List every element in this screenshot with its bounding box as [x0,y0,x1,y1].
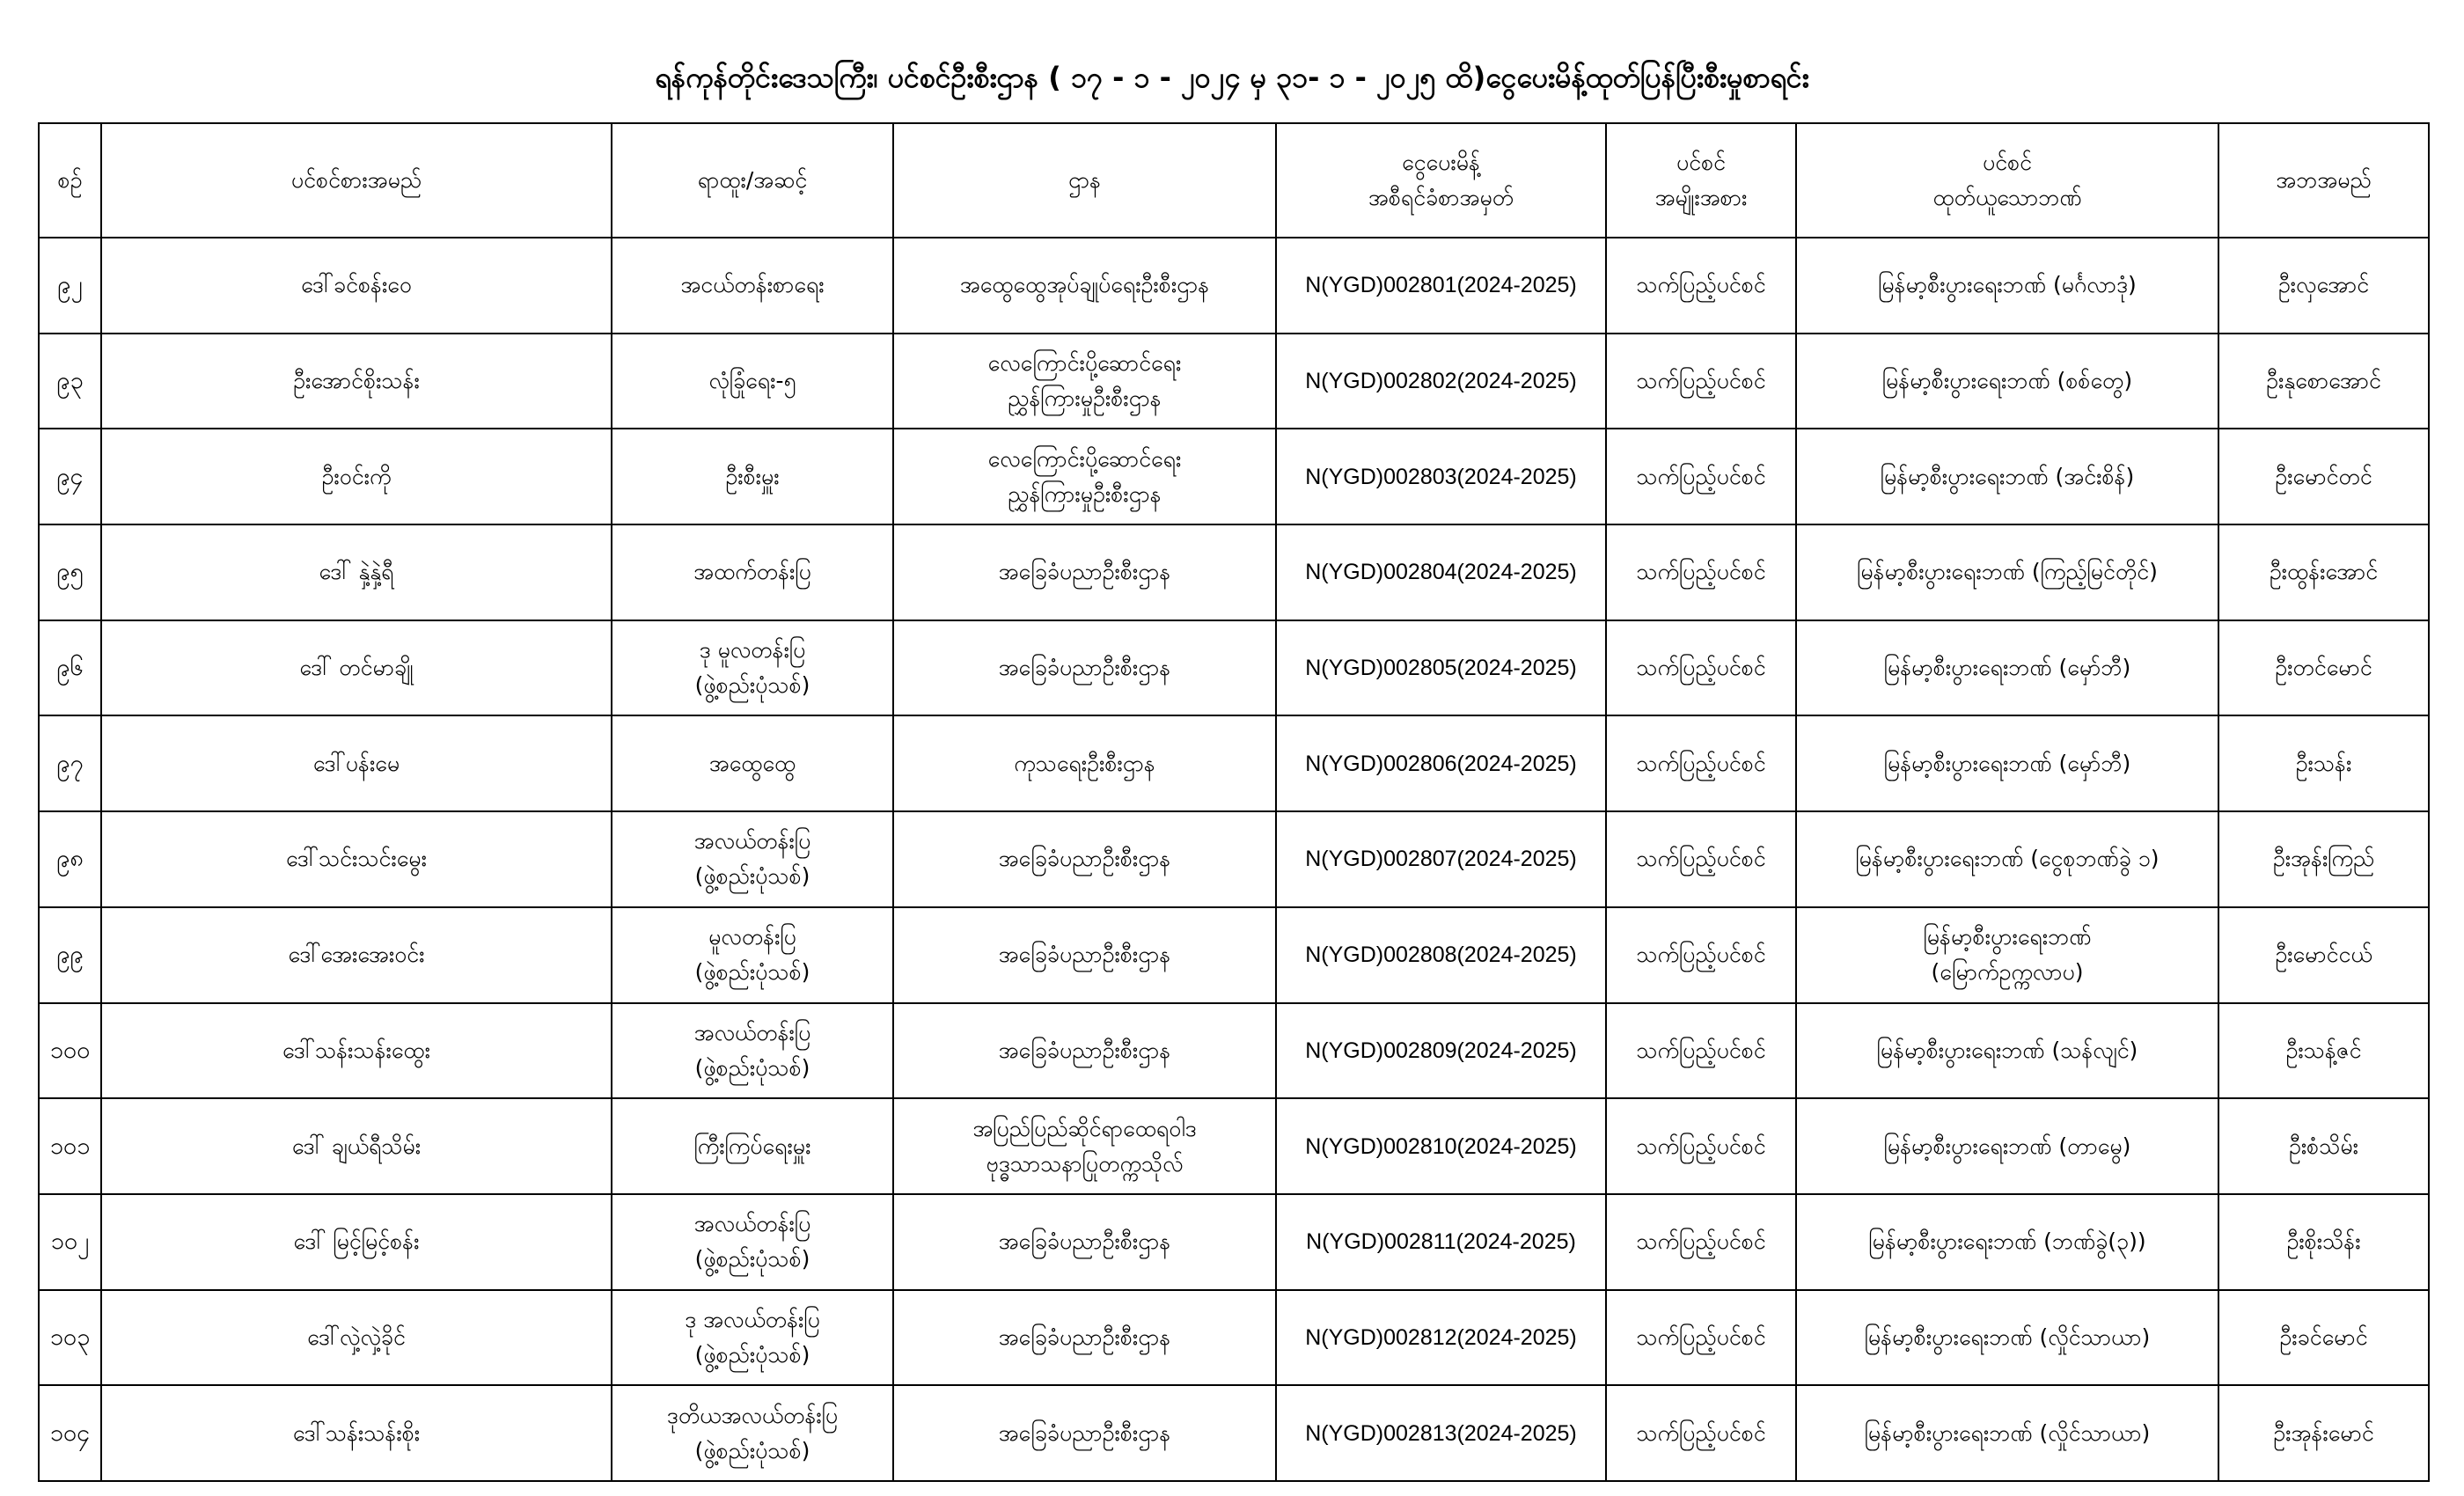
cell-order-number: N(YGD)002806(2024-2025) [1276,715,1606,811]
department-line1: အခြေခံပညာဦးစီးဌာန [998,1228,1171,1255]
cell-serial: ၁၀၃ [39,1290,101,1386]
cell-bank [1796,429,2218,524]
cell-pension-type: သက်ပြည့်ပင်စင် [1606,1385,1796,1481]
bank-line1: မြန်မာ့စီးပွားရေးဘဏ် (မှော်ဘီ) [1883,750,2131,776]
cell-pension-type: သက်ပြည့်ပင်စင် [1606,1194,1796,1290]
department-line1: အခြေခံပညာဦးစီးဌာန [998,655,1171,681]
cell-rank [612,811,893,907]
header-type-line2: အမျိုးအစား [1654,185,1748,210]
cell-pension-type: သက်ပြည့်ပင်စင် [1606,1098,1796,1194]
header-bank [1796,123,2218,238]
table-body [39,238,2429,1481]
cell-father-name: ဦးသန်း [2218,715,2429,811]
rank-line2: (ဖွဲ့စည်းပုံသစ်) [694,1341,810,1368]
cell-serial: ၉၈ [39,811,101,907]
department-line1: ကုသရေးဦးစီးဌာန [1014,750,1155,776]
bank-line1: မြန်မာ့စီးပွားရေးဘဏ် [1923,924,2092,950]
cell-father-name: ဦးတင်မောင် [2218,620,2429,716]
rank-line1: ဦးစီးမှူး [725,463,780,489]
cell-order-number: N(YGD)002811(2024-2025) [1276,1194,1606,1290]
cell-serial: ၉၃ [39,334,101,429]
cell-father-name: ဦးမောင်တင် [2218,429,2429,524]
rank-line1: ဒုတိယအလယ်တန်းပြ [666,1402,839,1428]
table-header-row [39,123,2429,238]
cell-pensioner-name: ဒေါ် မြင့်မြင့်စန်း [101,1194,612,1290]
bank-line1: မြန်မာ့စီးပွားရေးဘဏ် (လှိုင်သာယာ) [1864,1419,2151,1446]
header-bank-line2: ထုတ်ယူသောဘဏ် [1932,185,2082,210]
rank-line1: အထွေထွေ [708,750,796,776]
cell-department [893,620,1276,716]
cell-department [893,429,1276,524]
cell-pension-type: သက်ပြည့်ပင်စင် [1606,334,1796,429]
cell-rank [612,1290,893,1386]
department-line2: ညွှန်ကြားမှုဦးစီးဌာန [1008,480,1162,507]
cell-rank [612,1385,893,1481]
cell-bank [1796,1385,2218,1481]
cell-father-name: ဦးလှအောင် [2218,238,2429,334]
cell-father-name: ဦးအုန်းကြည် [2218,811,2429,907]
cell-pension-type: သက်ပြည့်ပင်စင် [1606,907,1796,1003]
cell-pensioner-name: ဒေါ်သန်းသန်းစိုး [101,1385,612,1481]
rank-line1: လုံခြုံရေး-၅ [708,368,796,394]
rank-line1: အငယ်တန်းစာရေး [680,272,825,298]
cell-pensioner-name: ဦးဝင်းကို [101,429,612,524]
header-father-name: အဘအမည် [2218,123,2429,238]
header-rank: ရာထူး/အဆင့် [612,123,893,238]
cell-bank [1796,620,2218,716]
table-row [39,1290,2429,1386]
cell-department [893,524,1276,620]
cell-department [893,715,1276,811]
cell-pensioner-name: ဒေါ်အေးအေးဝင်း [101,907,612,1003]
department-line1: အပြည်ပြည်ဆိုင်ရာထေရဝါဒ [972,1115,1197,1141]
cell-bank [1796,1003,2218,1099]
header-order-line1: ငွေပေးမိန့် [1402,150,1480,175]
cell-rank [612,1003,893,1099]
department-line1: အခြေခံပညာဦးစီးဌာန [998,1037,1171,1063]
bank-line1: မြန်မာ့စီးပွားရေးဘဏ် (မင်္ဂလာဒုံ) [1878,272,2137,298]
header-department: ဌာန [893,123,1276,238]
rank-line1: ဒု အလယ်တန်းပြ [685,1306,820,1332]
cell-bank [1796,1098,2218,1194]
cell-rank [612,715,893,811]
rank-line2: (ဖွဲ့စည်းပုံသစ်) [694,1437,810,1463]
cell-pension-type: သက်ပြည့်ပင်စင် [1606,1290,1796,1386]
cell-order-number: N(YGD)002813(2024-2025) [1276,1385,1606,1481]
header-bank-line1: ပင်စင် [1982,150,2033,175]
bank-line1: မြန်မာ့စီးပွားရေးဘဏ် (အင်းစိန်) [1880,463,2135,489]
table-row [39,524,2429,620]
bank-line1: မြန်မာ့စီးပွားရေးဘဏ် (မှော်ဘီ) [1883,655,2131,681]
cell-rank [612,1098,893,1194]
cell-serial: ၉၂ [39,238,101,334]
cell-department [893,1290,1276,1386]
bank-line2: (မြောက်ဥက္ကလာပ) [1931,959,2084,986]
table-row [39,907,2429,1003]
department-line2: ညွှန်ကြားမှုဦးစီးဌာန [1008,385,1162,412]
cell-bank [1796,238,2218,334]
header-type-line1: ပင်စင် [1676,150,1727,175]
cell-pension-type: သက်ပြည့်ပင်စင် [1606,429,1796,524]
department-line1: အခြေခံပညာဦးစီးဌာန [998,1324,1171,1350]
table-row [39,811,2429,907]
cell-order-number: N(YGD)002804(2024-2025) [1276,524,1606,620]
cell-department [893,907,1276,1003]
rank-line1: ဒု မူလတန်းပြ [699,637,806,664]
rank-line2: (ဖွဲ့စည်းပုံသစ်) [694,959,810,986]
cell-father-name: ဦးစိုးသိန်း [2218,1194,2429,1290]
cell-pensioner-name: ဒေါ်ခင်စန်းဝေ [101,238,612,334]
cell-serial: ၁၀၂ [39,1194,101,1290]
rank-line1: ကြီးကြပ်ရေးမှူး [693,1133,811,1159]
rank-line1: အလယ်တန်းပြ [693,1019,811,1045]
cell-order-number: N(YGD)002802(2024-2025) [1276,334,1606,429]
cell-rank [612,429,893,524]
cell-father-name: ဦးမောင်ငယ် [2218,907,2429,1003]
header-pension-type [1606,123,1796,238]
cell-serial: ၉၇ [39,715,101,811]
cell-bank [1796,524,2218,620]
table-row [39,429,2429,524]
cell-serial: ၉၅ [39,524,101,620]
cell-father-name: ဦးအုန်းမောင် [2218,1385,2429,1481]
bank-line1: မြန်မာ့စီးပွားရေးဘဏ် (သန်လျင်) [1876,1037,2138,1063]
cell-pension-type: သက်ပြည့်ပင်စင် [1606,715,1796,811]
cell-serial: ၁၀၁ [39,1098,101,1194]
cell-pensioner-name: ဒေါ်ပန်းမေ [101,715,612,811]
department-line1: လေကြောင်းပို့ဆောင်ရေး [987,350,1182,377]
table-row [39,334,2429,429]
cell-order-number: N(YGD)002812(2024-2025) [1276,1290,1606,1386]
cell-pensioner-name: ဒေါ်သန်းသန်းထွေး [101,1003,612,1099]
rank-line2: (ဖွဲ့စည်းပုံသစ်) [694,672,810,699]
table-row [39,238,2429,334]
cell-bank [1796,1290,2218,1386]
department-line1: လေကြောင်းပို့ဆောင်ရေး [987,445,1182,472]
cell-pensioner-name: ဒေါ် ချယ်ရီသိမ်း [101,1098,612,1194]
header-order-line2: အစီရင်ခံစာအမှတ် [1368,185,1514,210]
cell-serial: ၁၀၀ [39,1003,101,1099]
bank-line1: မြန်မာ့စီးပွားရေးဘဏ် (တာမွေ) [1883,1133,2131,1159]
cell-rank [612,334,893,429]
cell-father-name: ဦးနုစောအောင် [2218,334,2429,429]
cell-bank [1796,334,2218,429]
table-row [39,1385,2429,1481]
cell-pensioner-name: ဒေါ် တင်မာချို [101,620,612,716]
cell-father-name: ဦးထွန်းအောင် [2218,524,2429,620]
rank-line1: အထက်တန်းပြ [693,559,811,585]
department-line1: အခြေခံပညာဦးစီးဌာန [998,559,1171,585]
rank-line1: အလယ်တန်းပြ [693,828,811,854]
page-title: ရန်ကုန်တိုင်းဒေသကြီး၊ ပင်စင်ဦးစီးဌာန ( ၁၇ - ၁ - ၂၀၂၄ မှ ၃၁- ၁ - ၂၀၂၅ ထိ)ငွေပေးမိန့်ထုတ်ပြန်ပြီးစီးမှုစာရင်း [655,61,1809,94]
cell-bank [1796,715,2218,811]
bank-line1: မြန်မာ့စီးပွားရေးဘဏ် (ကြည့်မြင်တိုင်) [1857,559,2158,585]
cell-bank [1796,811,2218,907]
department-line2: ဗုဒ္ဓသာသနာပြုတက္ကသိုလ် [986,1150,1184,1177]
cell-pensioner-name: ဒေါ်လှဲ့လှဲ့ခိုင် [101,1290,612,1386]
table-row [39,1194,2429,1290]
header-order-number [1276,123,1606,238]
department-line1: အခြေခံပညာဦးစီးဌာန [998,1419,1171,1446]
cell-department [893,1003,1276,1099]
cell-bank [1796,1194,2218,1290]
department-line1: အထွေထွေအုပ်ချုပ်ရေးဦးစီးဌာန [959,272,1210,298]
cell-father-name: ဦးခင်မောင် [2218,1290,2429,1386]
cell-department [893,334,1276,429]
cell-pensioner-name: ဦးအောင်စိုးသန်း [101,334,612,429]
department-line1: အခြေခံပညာဦးစီးဌာန [998,846,1171,872]
cell-serial: ၉၄ [39,429,101,524]
cell-rank [612,1194,893,1290]
table-row [39,1003,2429,1099]
bank-line1: မြန်မာ့စီးပွားရေးဘဏ် (ဘဏ်ခွဲ(၃)) [1868,1228,2146,1255]
cell-order-number: N(YGD)002803(2024-2025) [1276,429,1606,524]
cell-department [893,1194,1276,1290]
table-row [39,620,2429,716]
header-serial: စဉ် [39,123,101,238]
cell-rank [612,238,893,334]
rank-line2: (ဖွဲ့စည်းပုံသစ်) [694,1054,810,1081]
cell-rank [612,907,893,1003]
table-row [39,715,2429,811]
cell-serial: ၉၉ [39,907,101,1003]
cell-pension-type: သက်ပြည့်ပင်စင် [1606,811,1796,907]
pension-roster-table [38,122,2430,1482]
cell-father-name: ဦးသန့်ဇင် [2218,1003,2429,1099]
cell-serial: ၁၀၄ [39,1385,101,1481]
cell-pension-type: သက်ပြည့်ပင်စင် [1606,1003,1796,1099]
cell-pension-type: သက်ပြည့်ပင်စင် [1606,238,1796,334]
cell-order-number: N(YGD)002807(2024-2025) [1276,811,1606,907]
cell-pensioner-name: ဒေါ်သင်းသင်းမွေး [101,811,612,907]
cell-order-number: N(YGD)002810(2024-2025) [1276,1098,1606,1194]
cell-bank [1796,907,2218,1003]
cell-serial: ၉၆ [39,620,101,716]
bank-line1: မြန်မာ့စီးပွားရေးဘဏ် (လှိုင်သာယာ) [1864,1324,2151,1350]
rank-line1: အလယ်တန်းပြ [693,1211,811,1237]
cell-order-number: N(YGD)002809(2024-2025) [1276,1003,1606,1099]
cell-department [893,811,1276,907]
cell-order-number: N(YGD)002801(2024-2025) [1276,238,1606,334]
header-pensioner-name: ပင်စင်စားအမည် [101,123,612,238]
cell-pension-type: သက်ပြည့်ပင်စင် [1606,620,1796,716]
cell-department [893,1385,1276,1481]
cell-order-number: N(YGD)002808(2024-2025) [1276,907,1606,1003]
cell-department [893,1098,1276,1194]
cell-order-number: N(YGD)002805(2024-2025) [1276,620,1606,716]
cell-pensioner-name: ဒေါ် နှဲ့နှဲ့ရီ [101,524,612,620]
table-row [39,1098,2429,1194]
rank-line1: မူလတန်းပြ [708,924,796,950]
rank-line2: (ဖွဲ့စည်းပုံသစ်) [694,1246,810,1272]
bank-line1: မြန်မာ့စီးပွားရေးဘဏ် (စစ်တွေ) [1881,368,2133,394]
cell-pension-type: သက်ပြည့်ပင်စင် [1606,524,1796,620]
cell-rank [612,524,893,620]
cell-father-name: ဦးစံသိမ်း [2218,1098,2429,1194]
bank-line1: မြန်မာ့စီးပွားရေးဘဏ် (ငွေစုဘဏ်ခွဲ ၁) [1855,846,2160,872]
cell-rank [612,620,893,716]
department-line1: အခြေခံပညာဦးစီးဌာန [998,942,1171,968]
rank-line2: (ဖွဲ့စည်းပုံသစ်) [694,863,810,890]
cell-department [893,238,1276,334]
